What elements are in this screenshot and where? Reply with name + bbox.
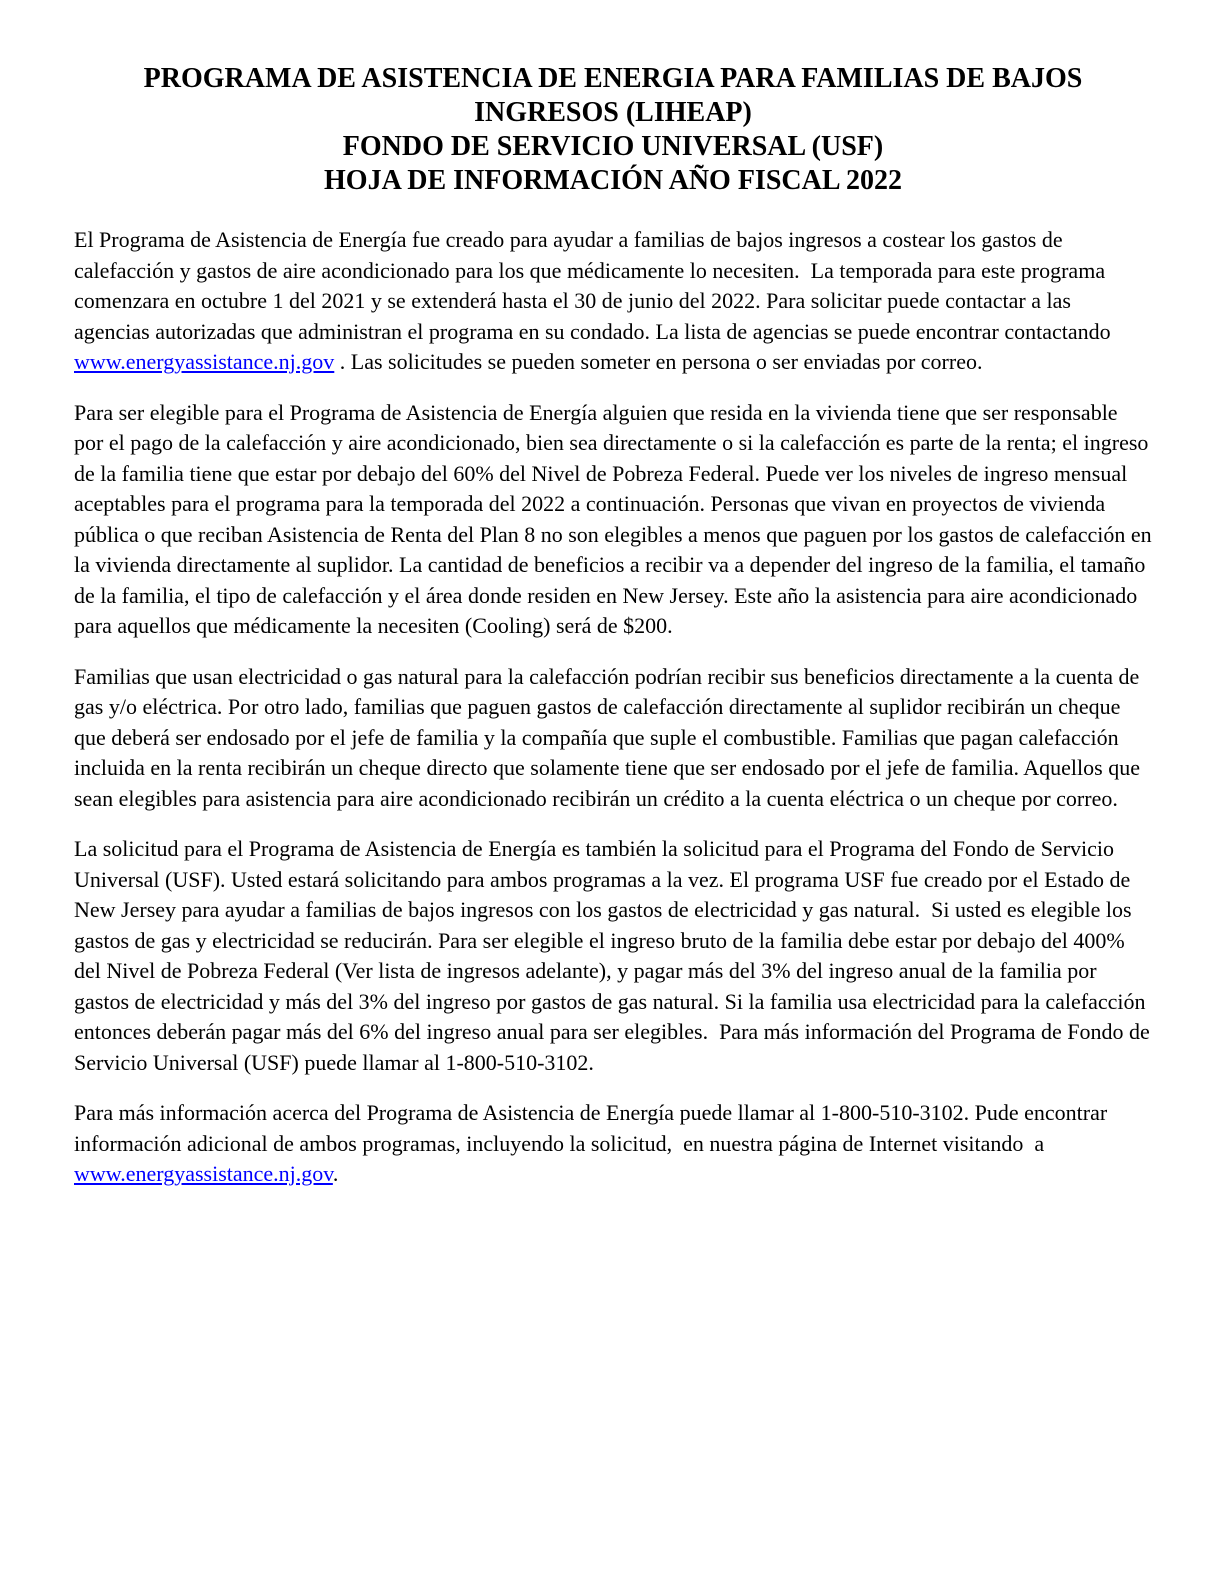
paragraph-text: Para más información acerca del Programa de Asistencia de Energía puede llamar al 1-800-510-3102. Pude encontrar información adicional de ambos programas, incluyendo la solicitud, en nuestra página de Internet visitando a <box>74 1100 1113 1156</box>
document-title-line-1: PROGRAMA DE ASISTENCIA DE ENERGIA PARA FAMILIAS DE BAJOS <box>143 63 1083 94</box>
document-title-line-2: INGRESOS (LIHEAP) <box>474 97 752 128</box>
paragraph-text: La solicitud para el Programa de Asistencia de Energía es también la solicitud para el Programa del Fondo de Servicio Universal (USF). Usted estará solicitando para ambos programas a la vez. El programa USF fue creado por el Estado de New Jersey para ayudar a familias de bajos ingresos con los gastos de electricidad y gas natural. Si usted es elegible los gastos de gas y electricidad se reducirán. Para ser elegible el ingreso bruto de la familia debe estar por debajo del 400% del Nivel de Pobreza Federal (Ver lista de ingresos adelante), y pagar más del 3% del ingreso anual de la familia por gastos de electricidad y más del 3% del ingreso por gastos de gas natural. Si la familia usa electricidad para la calefacción entonces deberán pagar más del 6% del ingreso anual para ser elegibles. Para más información del Programa de Fondo de Servicio Universal (USF) puede llamar al 1-800-510-3102. <box>74 836 1156 1075</box>
paragraph-program-overview <box>74 225 1152 378</box>
paragraph-text: . Las solicitudes se pueden someter en persona o ser enviadas por correo. <box>334 349 983 374</box>
paragraph-text: Para ser elegible para el Programa de Asistencia de Energía alguien que resida en la vivienda tiene que ser responsable por el pago de la calefacción y aire acondicionado, bien sea directamente o si la calefacción es parte de la renta; el ingreso de la familia tiene que estar por debajo del 60% del Nivel de Pobreza Federal. Puede ver los niveles de ingreso mensual aceptables para el programa para la temporada del 2022 a continuación. Personas que vivan en proyectos de vivienda pública o que reciban Asistencia de Renta del Plan 8 no son elegibles a menos que paguen por los gastos de calefacción en la vivienda directamente al suplidor. La cantidad de beneficios a recibir va a depender del ingreso de la familia, el tamaño de la familia, el tipo de calefacción y el área donde residen en New Jersey. Este año la asistencia para aire acondicionado para aquellos que médicamente la necesiten (Cooling) será de $200. <box>74 399 1158 638</box>
document-title <box>94 62 1132 198</box>
paragraph-text: El Programa de Asistencia de Energía fue creado para ayudar a familias de bajos ingresos a costear los gastos de calefacción y gastos de aire acondicionado para los que médicamente lo necesiten. La temporada para este programa comenzara en octubre 1 del 2021 y se extenderá hasta el 30 de junio del 2022. Para solicitar puede contactar a las agencias autorizadas que administran el programa en su condado. La lista de agencias se puede encontrar contactando <box>74 227 1117 344</box>
paragraph-more-information <box>74 1098 1152 1190</box>
paragraph-benefit-delivery <box>74 662 1152 815</box>
paragraph-text: Familias que usan electricidad o gas natural para la calefacción podrían recibir sus beneficios directamente a la cuenta de gas y/o eléctrica. Por otro lado, familias que paguen gastos de calefacción directamente al suplidor recibirán un cheque que deberá ser endosado por el jefe de familia y la compañía que suple el combustible. Familias que pagan calefacción incluida en la renta recibirán un cheque directo que solamente tiene que ser endosado por el jefe de familia. Aquellos que sean elegibles para asistencia para aire acondicionado recibirán un crédito a la cuenta eléctrica o un cheque por correo. <box>74 663 1146 811</box>
paragraph-text: . <box>332 1161 339 1186</box>
energy-assistance-link[interactable]: www.energyassistance.nj.gov <box>74 1161 333 1186</box>
energy-assistance-link[interactable]: www.energyassistance.nj.gov <box>74 349 335 374</box>
document-title-line-3: FONDO DE SERVICIO UNIVERSAL (USF) <box>342 131 884 162</box>
document-title-line-4: HOJA DE INFORMACIÓN AÑO FISCAL 2022 <box>324 165 902 196</box>
paragraph-usf-program <box>74 834 1156 1078</box>
paragraph-eligibility <box>74 398 1158 642</box>
